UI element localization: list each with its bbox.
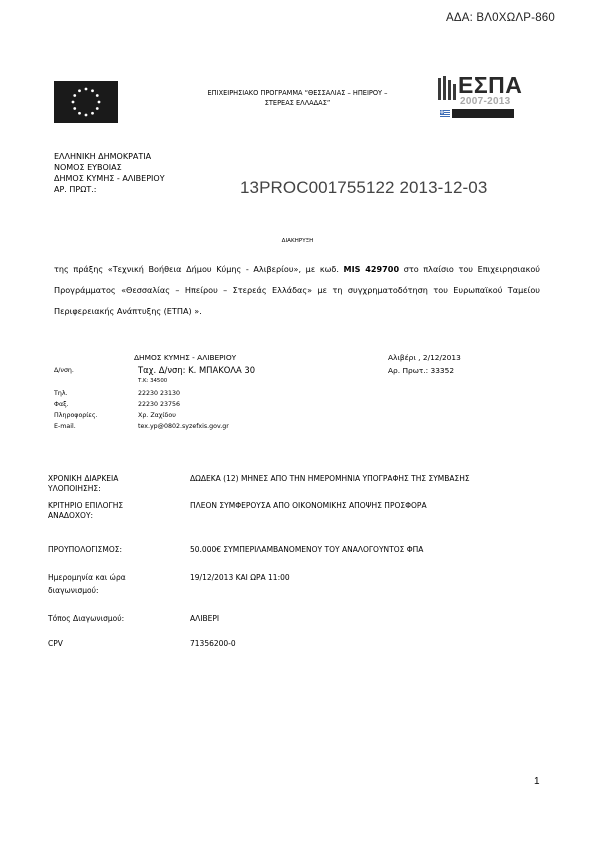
program-line-2: ΣΤΕΡΕΑΣ ΕΛΛΑΔΑΣ”: [264, 99, 331, 107]
program-line-1: ΕΠΙΧΕΙΡΗΣΙΑΚΟ ΠΡΟΓΡΑΜΜΑ “ΘΕΣΣΑΛΙΑΣ – ΗΠΕΙΡΟΥ –: [207, 89, 388, 97]
sender-line: ΝΟΜΟΣ ΕΥΒΟΙΑΣ: [54, 163, 122, 172]
espa-logo-text: ΕΣΠΑ: [458, 72, 523, 98]
document-date: Αλιβέρι , 2/12/2013: [388, 353, 461, 362]
espa-sun-icon: [434, 74, 460, 104]
sender-block: [54, 151, 165, 195]
info-label: Πληροφορίες.: [54, 412, 98, 419]
detail-value: ΠΛΕΟΝ ΣΥΜΦΕΡΟΥΣΑ ΑΠΟ ΟΙΚΟΝΟΜΙΚΗΣ ΑΠΟΨΗΣ ΠΡΟΣΦΟΡΑ: [190, 501, 427, 510]
intro-mis-code: MIS 429700: [343, 264, 400, 274]
greek-flag-icon: [440, 110, 450, 117]
address-label: Δ/νση.: [54, 367, 74, 374]
contact-municipality: ΔΗΜΟΣ ΚΥΜΗΣ - ΑΛΙΒΕΡΙΟΥ: [134, 353, 237, 362]
detail-value: 71356200-0: [190, 639, 236, 648]
info-value: Χρ. Ζαχίδου: [138, 412, 176, 419]
phone-label: Τηλ.: [54, 390, 68, 397]
detail-value: ΑΛΙΒΕΡΙ: [190, 614, 220, 623]
eu-star: [85, 114, 88, 117]
detail-label: Τόπος Διαγωνισμού:: [48, 614, 125, 623]
eu-star: [78, 112, 81, 115]
detail-label: CPV: [48, 639, 63, 648]
detail-label: ΧΡΟΝΙΚΗ ΔΙΑΡΚΕΙΑ ΥΛΟΠΟΙΗΣΗΣ:: [48, 474, 119, 493]
ada-code: ΑΔΑ: ΒΛ0ΧΩΛΡ-860: [446, 12, 555, 24]
intro-part-1: της πράξης «Τεχνική Βοήθεια Δήμου Κύμης - Αλιβερίου», με κωδ.: [54, 264, 344, 274]
protocol-stamp: 13PROC001755122 2013-12-03: [240, 178, 488, 197]
fax-value: 22230 23756: [138, 401, 181, 408]
fax-label: Φαξ.: [54, 401, 69, 408]
sender-line: ΔΗΜΟΣ ΚΥΜΗΣ - ΑΛΙΒΕΡΙΟΥ: [54, 174, 165, 183]
espa-logo: [432, 72, 523, 122]
eu-star: [91, 112, 94, 115]
espa-logo-strip: [452, 109, 514, 118]
detail-value: ΔΩΔΕΚΑ (12) ΜΗΝΕΣ ΑΠΟ ΤΗΝ ΗΜΕΡΟΜΗΝΙΑ ΥΠΟΓΡΑΦΗΣ ΤΗΣ ΣΥΜΒΑΣΗΣ: [190, 474, 470, 483]
sender-line: ΕΛΛΗΝΙΚΗ ΔΗΜΟΚΡΑΤΙΑ: [54, 152, 152, 161]
espa-years: 2007-2013: [460, 96, 511, 107]
postal-code: Τ.Κ: 34500: [138, 378, 168, 384]
detail-label: Ημερομηνία και ώρα διαγωνισμού:: [48, 573, 126, 595]
detail-label: ΠΡΟΥΠΟΛΟΓΙΣΜΟΣ:: [48, 545, 122, 554]
detail-label: ΚΡΙΤΗΡΙΟ ΕΠΙΛΟΓΗΣ ΑΝΑΔΟΧΟΥ:: [48, 501, 124, 520]
document-heading: ΔΙΑΚΗΡΥΞΗ: [281, 238, 314, 244]
email-label: E-mail.: [54, 423, 76, 430]
address-value: Ταχ. Δ/νση: Κ. ΜΠΑΚΟΛΑ 30: [138, 365, 256, 375]
page-number: 1: [534, 776, 540, 787]
protocol-number: Αρ. Πρωτ.: 33352: [388, 366, 455, 375]
intro-paragraph: [54, 259, 540, 322]
sender-line: ΑΡ. ΠΡΩΤ.:: [54, 185, 97, 194]
detail-value: 19/12/2013 ΚΑΙ ΩΡΑ 11:00: [190, 573, 290, 582]
phone-value: 22230 23130: [138, 390, 181, 397]
email-link[interactable]: tex.yp@0802.syzefxis.gov.gr: [138, 423, 229, 430]
intro-part-2: στο πλαίσιο του Επιχειρησιακού Προγράμματος «Θεσσαλίας – Ηπείρου – Στερεάς Ελλάδας» με τη συγχρηματοδότηση του Ευρωπαϊκού Ταμείου Περιφερειακής Ανάπτυξης (ΕΤΠΑ) ».: [54, 264, 540, 316]
detail-value: 50.000€ ΣΥΜΠΕΡΙΛΑΜΒΑΝΟΜΕΝΟΥ ΤΟΥ ΑΝΑΛΟΓΟΥΝΤΟΣ ΦΠΑ: [190, 545, 424, 554]
